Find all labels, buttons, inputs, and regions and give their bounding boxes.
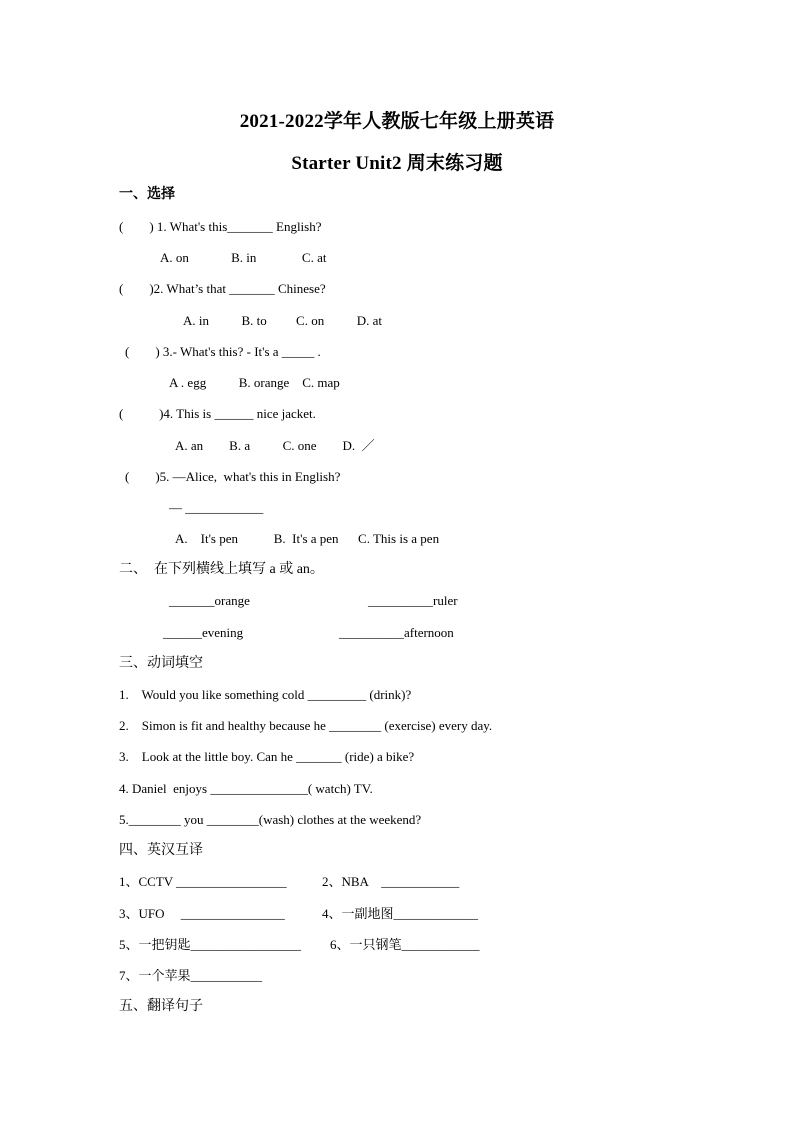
translate-item-5: 5、一把钥匙_________________: [119, 937, 302, 952]
question-5-answer-line: — ____________: [169, 500, 264, 515]
translate-item-3: 3、UFO ________________: [119, 906, 285, 921]
section-heading-translate-sentences: 五、翻译句子: [119, 999, 203, 1014]
translate-item-7: 7、一个苹果___________: [119, 968, 263, 983]
question-4: ( )4. This is ______ nice jacket.: [119, 406, 316, 421]
translate-item-6: 6、一只钢笔____________: [330, 937, 480, 952]
verb-question-5: 5.________ you ________(wash) clothes at the weekend?: [119, 812, 422, 827]
worksheet-title: 2021-2022学年人教版七年级上册英语: [239, 111, 555, 132]
section-heading-translate-words: 四、英汉互译: [119, 843, 203, 858]
question-2: ( )2. What’s that _______ Chinese?: [119, 281, 326, 296]
question-2-options: A. in B. to C. on D. at: [183, 313, 382, 328]
section-heading-article: 二、 在下列横线上填写 a 或 an。: [119, 562, 324, 577]
section-heading-verb: 三、动词填空: [119, 656, 203, 671]
question-5-options: A. It's pen B. It's a pen C. This is a pen: [175, 531, 440, 546]
article-blank-afternoon: __________afternoon: [339, 625, 454, 640]
question-5: ( )5. —Alice, what's this in English?: [125, 469, 341, 484]
translate-item-4: 4、一副地图_____________: [322, 906, 479, 921]
question-1-options: A. on B. in C. at: [160, 250, 327, 265]
section-heading-choice: 一、选择: [119, 187, 175, 202]
article-blank-ruler: __________ruler: [368, 593, 458, 608]
worksheet-subtitle: Starter Unit2 周末练习题: [291, 153, 503, 174]
question-3-options: A . egg B. orange C. map: [169, 375, 340, 390]
verb-question-2: 2. Simon is fit and healthy because he ________ (exercise) every day.: [119, 718, 493, 733]
article-blank-evening: ______evening: [163, 625, 244, 640]
question-1: ( ) 1. What's this_______ English?: [119, 219, 322, 234]
verb-question-4: 4. Daniel enjoys _______________( watch) TV.: [119, 781, 373, 796]
verb-question-1: 1. Would you like something cold _________ (drink)?: [119, 687, 412, 702]
translate-item-1: 1、CCTV _________________: [119, 874, 287, 889]
question-3: ( ) 3.- What's this? - It's a _____ .: [125, 344, 321, 359]
article-blank-orange: _______orange: [169, 593, 250, 608]
question-4-options: A. an B. a C. one D. ／: [175, 438, 375, 453]
translate-item-2: 2、NBA ____________: [322, 874, 460, 889]
verb-question-3: 3. Look at the little boy. Can he _______ (ride) a bike?: [119, 749, 415, 764]
